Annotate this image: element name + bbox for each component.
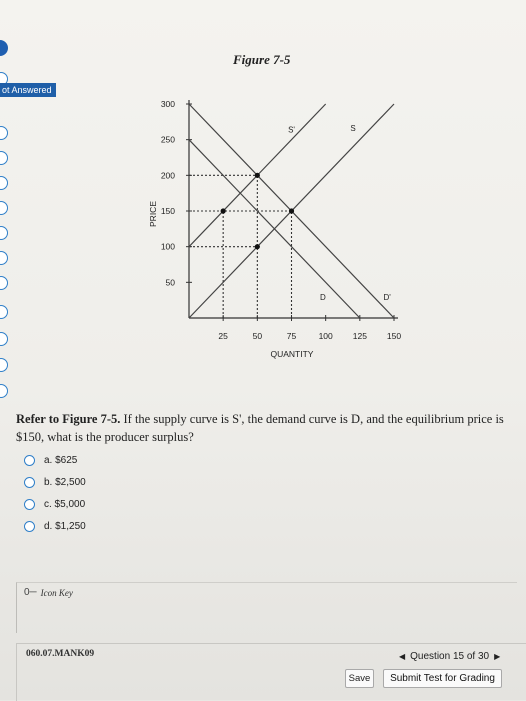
question-id: 060.07.MANK09 (26, 649, 95, 659)
option-label: d. $1,250 (44, 520, 86, 532)
curve-label: D (320, 293, 326, 303)
x-tick-label: 150 (386, 331, 402, 341)
y-tick-label: 150 (160, 206, 175, 216)
figure-reference: Refer to Figure 7-5. (16, 412, 121, 426)
equilibrium-point (255, 173, 260, 178)
y-tick-label: 50 (165, 277, 175, 288)
y-tick-label: 200 (160, 170, 175, 181)
radio-icon[interactable] (24, 477, 35, 488)
equilibrium-point (289, 208, 294, 213)
y-axis-label: PRICE (148, 201, 158, 227)
option-label: b. $2,500 (44, 476, 86, 488)
x-axis-label: QUANTITY (270, 349, 314, 359)
next-question-icon[interactable]: ▶ (494, 652, 501, 661)
submit-test-button[interactable]: Submit Test for Grading (383, 669, 502, 688)
curve-label: D' (383, 293, 391, 303)
previous-question-icon[interactable]: ◀ (399, 652, 406, 661)
x-tick-label: 75 (286, 331, 297, 341)
icon-key-label: Icon Key (40, 587, 73, 598)
answer-option-d[interactable] (24, 518, 86, 534)
curve-label: S' (288, 125, 295, 135)
question-counter: Question 15 of 30 (410, 651, 490, 662)
radio-icon[interactable] (24, 521, 35, 532)
equilibrium-point (255, 244, 260, 249)
y-tick-label: 100 (160, 241, 175, 252)
answer-option-c[interactable] (24, 496, 85, 512)
question-navigation[interactable] (399, 651, 500, 662)
question-text (16, 410, 516, 446)
save-button[interactable]: Save (345, 669, 374, 688)
option-label: a. $625 (44, 454, 78, 466)
option-label: c. $5,000 (44, 498, 86, 510)
x-tick-label: 100 (318, 331, 333, 341)
key-icon: 0─ (24, 587, 37, 598)
answered-status-badge: ot Answered (0, 83, 56, 97)
icon-key-panel (16, 582, 517, 633)
x-tick-label: 125 (352, 331, 367, 341)
x-tick-label: 25 (218, 331, 228, 341)
curve-label: S (350, 124, 356, 134)
y-tick-label: 300 (160, 99, 175, 109)
answer-option-a[interactable] (24, 452, 77, 468)
answer-option-b[interactable] (24, 474, 86, 490)
icon-key[interactable] (24, 587, 73, 598)
question-body: If the supply curve is S', the demand curve is D, and the equilibrium price is $150, what is the producer surplus? (16, 412, 504, 444)
equilibrium-point (221, 208, 226, 213)
y-tick-label: 250 (160, 134, 175, 145)
figure-title: Figure 7-5 (233, 52, 291, 67)
radio-icon[interactable] (24, 455, 35, 466)
radio-icon[interactable] (24, 499, 35, 510)
x-tick-label: 50 (252, 331, 263, 341)
